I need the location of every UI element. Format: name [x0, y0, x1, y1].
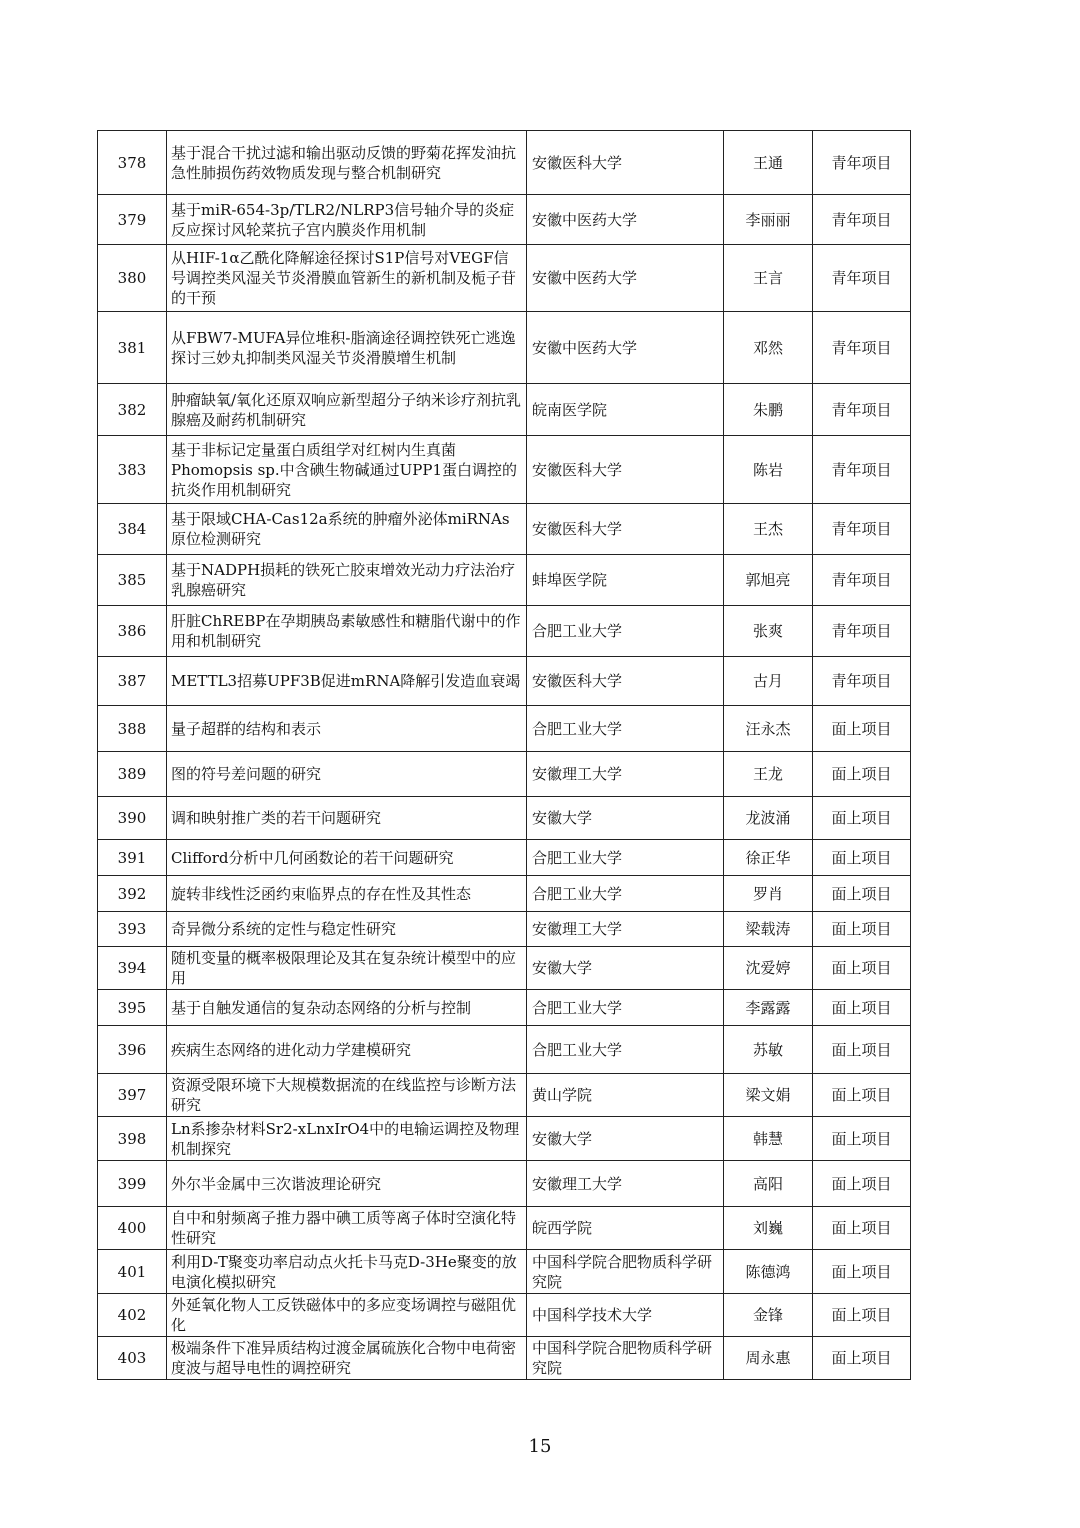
project-title-cell: Clifford分析中几何函数论的若干问题研究	[167, 840, 527, 876]
project-title-cell: 量子超群的结构和表示	[167, 706, 527, 752]
principal-investigator-cell: 周永惠	[724, 1337, 813, 1380]
principal-investigator-cell: 汪永杰	[724, 706, 813, 752]
table-row	[98, 1250, 911, 1294]
project-type-cell: 青年项目	[813, 555, 911, 606]
principal-investigator-cell: 张爽	[724, 606, 813, 657]
institution-cell: 蚌埠医学院	[527, 555, 724, 606]
project-type-cell: 青年项目	[813, 245, 911, 312]
row-number-cell: 397	[98, 1074, 167, 1117]
row-number-cell: 388	[98, 706, 167, 752]
project-title-cell: 疾病生态网络的进化动力学建模研究	[167, 1026, 527, 1074]
institution-cell: 皖南医学院	[527, 384, 724, 436]
principal-investigator-cell: 李丽丽	[724, 195, 813, 245]
principal-investigator-cell: 梁载涛	[724, 912, 813, 947]
table-row	[98, 797, 911, 840]
table-row	[98, 195, 911, 245]
project-title-cell: 肿瘤缺氧/氧化还原双响应新型超分子纳米诊疗剂抗乳腺癌及耐药机制研究	[167, 384, 527, 436]
table-row	[98, 657, 911, 706]
row-number-cell: 402	[98, 1294, 167, 1337]
table-row	[98, 245, 911, 312]
institution-cell: 中国科学技术大学	[527, 1294, 724, 1337]
project-title-cell: 肝脏ChREBP在孕期胰岛素敏感性和糖脂代谢中的作用和机制研究	[167, 606, 527, 657]
row-number-cell: 382	[98, 384, 167, 436]
institution-cell: 合肥工业大学	[527, 706, 724, 752]
row-number-cell: 401	[98, 1250, 167, 1294]
institution-cell: 中国科学院合肥物质科学研究院	[527, 1337, 724, 1380]
table-row	[98, 990, 911, 1026]
principal-investigator-cell: 王龙	[724, 752, 813, 797]
principal-investigator-cell: 邓然	[724, 312, 813, 384]
project-type-cell: 面上项目	[813, 990, 911, 1026]
project-title-cell: 基于混合干扰过滤和输出驱动反馈的野菊花挥发油抗急性肺损伤药效物质发现与整合机制研究	[167, 131, 527, 195]
project-type-cell: 面上项目	[813, 840, 911, 876]
principal-investigator-cell: 郭旭亮	[724, 555, 813, 606]
institution-cell: 合肥工业大学	[527, 606, 724, 657]
principal-investigator-cell: 高阳	[724, 1161, 813, 1207]
project-title-cell: 自中和射频离子推力器中碘工质等离子体时空演化特性研究	[167, 1207, 527, 1250]
row-number-cell: 392	[98, 876, 167, 912]
project-title-cell: 极端条件下准异质结构过渡金属硫族化合物中电荷密度波与超导电性的调控研究	[167, 1337, 527, 1380]
row-number-cell: 399	[98, 1161, 167, 1207]
project-title-cell: 调和映射推广类的若干问题研究	[167, 797, 527, 840]
principal-investigator-cell: 徐正华	[724, 840, 813, 876]
project-type-cell: 青年项目	[813, 657, 911, 706]
project-type-cell: 面上项目	[813, 1250, 911, 1294]
row-number-cell: 384	[98, 504, 167, 555]
project-title-cell: 旋转非线性泛函约束临界点的存在性及其性态	[167, 876, 527, 912]
project-type-cell: 面上项目	[813, 706, 911, 752]
institution-cell: 安徽中医药大学	[527, 245, 724, 312]
institution-cell: 皖西学院	[527, 1207, 724, 1250]
row-number-cell: 386	[98, 606, 167, 657]
row-number-cell: 403	[98, 1337, 167, 1380]
project-title-cell: METTL3招募UPF3B促进mRNA降解引发造血衰竭	[167, 657, 527, 706]
project-title-cell: 从FBW7-MUFA异位堆积-脂滴途径调控铁死亡逃逸探讨三妙丸抑制类风湿关节炎滑膜增生机制	[167, 312, 527, 384]
row-number-cell: 389	[98, 752, 167, 797]
project-table	[97, 130, 911, 1380]
project-type-cell: 面上项目	[813, 876, 911, 912]
principal-investigator-cell: 陈岩	[724, 436, 813, 504]
table-row	[98, 436, 911, 504]
project-type-cell: 青年项目	[813, 384, 911, 436]
row-number-cell: 380	[98, 245, 167, 312]
project-type-cell: 青年项目	[813, 195, 911, 245]
project-type-cell: 面上项目	[813, 797, 911, 840]
principal-investigator-cell: 苏敏	[724, 1026, 813, 1074]
project-type-cell: 面上项目	[813, 1294, 911, 1337]
row-number-cell: 391	[98, 840, 167, 876]
row-number-cell: 393	[98, 912, 167, 947]
institution-cell: 安徽医科大学	[527, 436, 724, 504]
row-number-cell: 394	[98, 947, 167, 990]
principal-investigator-cell: 沈爱婷	[724, 947, 813, 990]
table-row	[98, 706, 911, 752]
project-type-cell: 面上项目	[813, 752, 911, 797]
project-type-cell: 青年项目	[813, 436, 911, 504]
project-title-cell: 随机变量的概率极限理论及其在复杂统计模型中的应用	[167, 947, 527, 990]
institution-cell: 合肥工业大学	[527, 990, 724, 1026]
row-number-cell: 395	[98, 990, 167, 1026]
project-title-cell: 基于NADPH损耗的铁死亡胶束增效光动力疗法治疗乳腺癌研究	[167, 555, 527, 606]
institution-cell: 安徽大学	[527, 1117, 724, 1161]
institution-cell: 合肥工业大学	[527, 840, 724, 876]
project-table-body	[98, 131, 911, 1380]
table-row	[98, 1337, 911, 1380]
row-number-cell: 387	[98, 657, 167, 706]
project-type-cell: 面上项目	[813, 1117, 911, 1161]
institution-cell: 安徽医科大学	[527, 504, 724, 555]
project-type-cell: 面上项目	[813, 1026, 911, 1074]
project-title-cell: 从HIF-1α乙酰化降解途径探讨S1P信号对VEGF信号调控类风湿关节炎滑膜血管新生的新机制及栀子苷的干预	[167, 245, 527, 312]
table-row	[98, 131, 911, 195]
institution-cell: 安徽理工大学	[527, 752, 724, 797]
institution-cell: 合肥工业大学	[527, 1026, 724, 1074]
row-number-cell: 390	[98, 797, 167, 840]
project-title-cell: Ln系掺杂材料Sr2-xLnxIrO4中的电输运调控及物理机制探究	[167, 1117, 527, 1161]
institution-cell: 安徽大学	[527, 797, 724, 840]
row-number-cell: 400	[98, 1207, 167, 1250]
table-row	[98, 1117, 911, 1161]
institution-cell: 安徽大学	[527, 947, 724, 990]
institution-cell: 中国科学院合肥物质科学研究院	[527, 1250, 724, 1294]
table-row	[98, 1161, 911, 1207]
table-row	[98, 1207, 911, 1250]
project-type-cell: 青年项目	[813, 131, 911, 195]
project-title-cell: 图的符号差问题的研究	[167, 752, 527, 797]
principal-investigator-cell: 王杰	[724, 504, 813, 555]
principal-investigator-cell: 李露露	[724, 990, 813, 1026]
project-type-cell: 面上项目	[813, 1161, 911, 1207]
row-number-cell: 396	[98, 1026, 167, 1074]
table-row	[98, 606, 911, 657]
project-type-cell: 青年项目	[813, 504, 911, 555]
project-type-cell: 面上项目	[813, 1074, 911, 1117]
row-number-cell: 378	[98, 131, 167, 195]
table-row	[98, 504, 911, 555]
principal-investigator-cell: 朱鹏	[724, 384, 813, 436]
institution-cell: 安徽理工大学	[527, 912, 724, 947]
principal-investigator-cell: 金锋	[724, 1294, 813, 1337]
project-title-cell: 基于限域CHA-Cas12a系统的肿瘤外泌体miRNAs原位检测研究	[167, 504, 527, 555]
institution-cell: 安徽医科大学	[527, 657, 724, 706]
principal-investigator-cell: 王通	[724, 131, 813, 195]
project-title-cell: 资源受限环境下大规模数据流的在线监控与诊断方法研究	[167, 1074, 527, 1117]
principal-investigator-cell: 罗肖	[724, 876, 813, 912]
row-number-cell: 379	[98, 195, 167, 245]
principal-investigator-cell: 古月	[724, 657, 813, 706]
project-type-cell: 面上项目	[813, 947, 911, 990]
principal-investigator-cell: 王言	[724, 245, 813, 312]
row-number-cell: 398	[98, 1117, 167, 1161]
project-title-cell: 基于自触发通信的复杂动态网络的分析与控制	[167, 990, 527, 1026]
table-row	[98, 840, 911, 876]
project-title-cell: 基于非标记定量蛋白质组学对红树内生真菌Phomopsis sp.中含碘生物碱通过UPP1蛋白调控的抗炎作用机制研究	[167, 436, 527, 504]
table-row	[98, 1294, 911, 1337]
principal-investigator-cell: 陈德鸿	[724, 1250, 813, 1294]
institution-cell: 安徽理工大学	[527, 1161, 724, 1207]
project-title-cell: 奇异微分系统的定性与稳定性研究	[167, 912, 527, 947]
institution-cell: 安徽中医药大学	[527, 195, 724, 245]
project-title-cell: 基于miR-654-3p/TLR2/NLRP3信号轴介导的炎症反应探讨风轮菜抗子宫内膜炎作用机制	[167, 195, 527, 245]
table-row	[98, 947, 911, 990]
project-type-cell: 青年项目	[813, 312, 911, 384]
page-number: 15	[528, 1436, 552, 1457]
project-title-cell: 外尔半金属中三次谐波理论研究	[167, 1161, 527, 1207]
principal-investigator-cell: 刘巍	[724, 1207, 813, 1250]
institution-cell: 安徽医科大学	[527, 131, 724, 195]
project-title-cell: 利用D-T聚变功率启动点火托卡马克D-3He聚变的放电演化模拟研究	[167, 1250, 527, 1294]
table-row	[98, 876, 911, 912]
row-number-cell: 385	[98, 555, 167, 606]
institution-cell: 合肥工业大学	[527, 876, 724, 912]
principal-investigator-cell: 梁文娟	[724, 1074, 813, 1117]
row-number-cell: 383	[98, 436, 167, 504]
institution-cell: 黄山学院	[527, 1074, 724, 1117]
principal-investigator-cell: 龙波涌	[724, 797, 813, 840]
project-type-cell: 面上项目	[813, 912, 911, 947]
table-row	[98, 1074, 911, 1117]
project-type-cell: 青年项目	[813, 606, 911, 657]
institution-cell: 安徽中医药大学	[527, 312, 724, 384]
table-row	[98, 912, 911, 947]
project-type-cell: 面上项目	[813, 1207, 911, 1250]
table-row	[98, 555, 911, 606]
project-type-cell: 面上项目	[813, 1337, 911, 1380]
table-row	[98, 312, 911, 384]
project-title-cell: 外延氧化物人工反铁磁体中的多应变场调控与磁阻优化	[167, 1294, 527, 1337]
principal-investigator-cell: 韩慧	[724, 1117, 813, 1161]
table-row	[98, 752, 911, 797]
row-number-cell: 381	[98, 312, 167, 384]
table-row	[98, 1026, 911, 1074]
table-row	[98, 384, 911, 436]
